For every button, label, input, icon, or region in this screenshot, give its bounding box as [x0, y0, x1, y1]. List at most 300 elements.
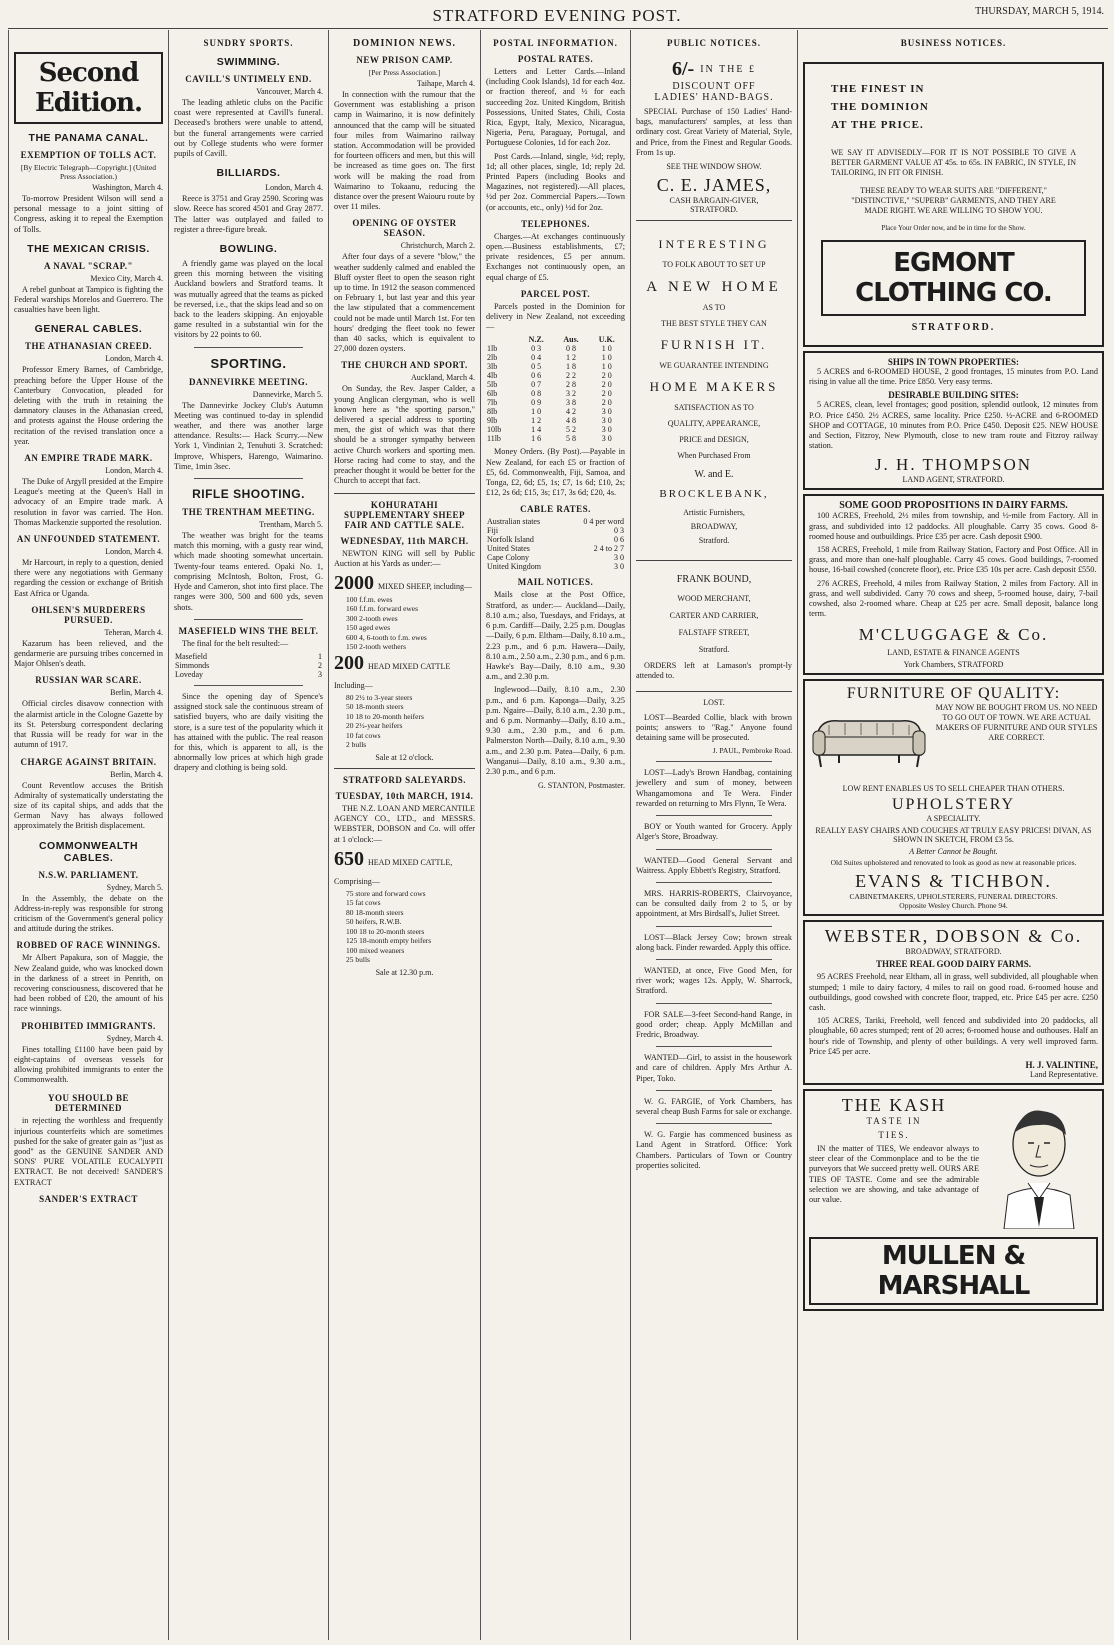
- table-row: [486, 517, 625, 526]
- dateline: London, March 4.: [265, 183, 323, 193]
- advert-frank-bound: [636, 561, 792, 692]
- article-text: The final for the belt resulted:—: [182, 638, 289, 648]
- advert-line: STRATFORD.: [911, 322, 996, 333]
- dateline: Sydney, March 5.: [106, 882, 163, 892]
- advert-line: Stratford.: [698, 535, 730, 545]
- divider: [194, 619, 303, 620]
- notice-text: LOST—Bearded Collie, black with brown points; answers to "Rag." Anyone found detaining same will be prosecuted.: [636, 712, 792, 743]
- subhead: YOU SHOULD BE DETERMINED: [47, 1093, 129, 1114]
- advert-line: QUALITY, APPEARANCE,: [667, 419, 761, 429]
- list-item: 15 fat cows: [346, 898, 381, 908]
- table-cell: 1lb: [487, 344, 498, 354]
- advert-line: Stratford.: [698, 645, 730, 655]
- article-text: Kazarum has been relieved, and the gendarmerie are pursuing tribes concerned in Major Ohlsen's death.: [14, 638, 163, 669]
- table-cell: Masefield: [175, 651, 207, 661]
- advert-text: 276 ACRES, Freehold, 4 miles from Railway Station, 2 miles from Factory. All in grass, and well subdivided. Carry 70 cows and sheep, 5-roomed house, dairy, 7-bail cowshed, also 2-roomed whare. Cheap at £25 per acre. Small deposit, balance long term.: [809, 578, 1098, 619]
- table-cell: 0 5: [531, 362, 542, 372]
- divider: [194, 685, 303, 686]
- advert-text: 5 ACRES and 6-ROOMED HOUSE, 2 good frontages, 15 minutes from P.O. Land rising in value all the time. Price £850. Very easy terms.: [809, 367, 1098, 387]
- divider: [656, 1003, 772, 1004]
- table-row: [486, 389, 625, 398]
- table-row: [486, 407, 625, 416]
- section-heading: SWIMMING.: [216, 56, 281, 68]
- dateline: Auckland, March 4.: [411, 373, 475, 383]
- list-item: 150 2-tooth wethers: [346, 642, 406, 652]
- advert-line: TASTE IN: [866, 1116, 922, 1127]
- dateline: Berlin, March 4.: [110, 688, 163, 698]
- advert-line: SATISFACTION AS TO: [674, 403, 754, 413]
- advert-line: WOOD MERCHANT,: [677, 593, 751, 603]
- table-cell: United Kingdom: [487, 562, 541, 572]
- list-item: 75 store and forward cows: [346, 888, 426, 898]
- subhead: THE CHURCH AND SPORT.: [341, 360, 468, 371]
- table-cell: 0 6: [531, 371, 542, 381]
- subhead: AN UNFOUNDED STATEMENT.: [16, 534, 161, 545]
- gentleman-portrait-icon: [984, 1099, 1094, 1229]
- advert-text: 100 ACRES, Freehold, 2½ miles from township, and ½-mile from Factory. All in grass, and subdivided into 12 paddocks. All ploughable. Carry 35 cows. Good 8-roomed house and outbuildings. Price £35 per acre. Cash deposit £900.: [809, 511, 1098, 541]
- advert-line: UPHOLSTERY: [891, 796, 1016, 814]
- table-cell: 0 8: [566, 344, 577, 354]
- table-row: [174, 661, 323, 670]
- table-cell: 1 2: [566, 353, 577, 363]
- subhead: POSTAL RATES.: [517, 54, 594, 64]
- advert-line: Old Suites upholstered and renovated to look as good as new at reasonable prices.: [830, 858, 1077, 868]
- table-cell: 2 0: [601, 371, 612, 381]
- article-general-cables: [14, 323, 163, 831]
- table-row: [486, 544, 625, 553]
- advert-evans-tichbon: [803, 679, 1104, 916]
- table-cell: 0 9: [531, 398, 542, 408]
- table-cell: 3 0: [614, 562, 624, 572]
- divider: [194, 478, 303, 479]
- subhead: NEW PRISON CAMP.: [356, 55, 453, 65]
- advert-text: SPECIAL Purchase of 150 Ladies' Hand-bags, manufacturers' samples, at less than ordinary cost. Great Variety of Material, Style, and Price, from the Finest and Regular Goods. From 1s up.: [636, 107, 792, 157]
- table-cell: 3 0: [601, 434, 612, 444]
- advert-line: INTERESTING: [658, 237, 770, 252]
- dateline: London, March 4.: [105, 354, 163, 364]
- advert-text: THESE READY TO WEAR SUITS ARE "DIFFERENT," "DISTINCTIVE," "SUPERB" GARMENTS, AND THEY ARE MADE RIGHT. WE ARE WILLING TO SHOW YOU.: [851, 186, 1056, 215]
- table-cell: 5 2: [566, 425, 577, 435]
- headline: GENERAL CABLES.: [34, 323, 143, 336]
- divider: [656, 761, 772, 762]
- lot-count: 200: [334, 651, 364, 674]
- advert-heading: THREE REAL GOOD DAIRY FARMS.: [876, 959, 1031, 970]
- table-header-cell: Aus.: [563, 335, 579, 345]
- sale-time: Sale at 12.30 p.m.: [375, 967, 434, 977]
- table-cell: 1 8: [566, 362, 577, 372]
- table-cell: 3 0: [614, 553, 624, 563]
- advert-footer: SANDER'S EXTRACT: [39, 1193, 138, 1204]
- advert-line: BROADWAY,: [690, 521, 738, 531]
- article-text: Inglewood—Daily, 8.10 a.m., 2.30 p.m., and 6 p.m. Kaponga—Daily, 3.25 p.m. Ngaire—Daily, 8.10 a.m., 2.30 p.m., and 6 p.m. Normanby—Daily, 8.10 a.m., 9.30 a.m., 2.30 p.m., and 6 p.m. Palmerston North—Daily, 8.10 a.m., 9.30 a.m., and 2.30 p.m. Patea—Daily, 6 p.m. Wanganui—Daily, 8.10 a.m., 9.30 a.m., 2.30 p.m., and 6 p.m.: [486, 685, 625, 776]
- table-row: [486, 353, 625, 362]
- article-text: A friendly game was played on the local green this morning between the visiting Auckland bowlers and Stratford teams. It was mutually agreed that the teams as picked be reversed, i.e., that the skips lead and so on back to the leaders skipping. An enjoyable game resulted in a substantial win for the visitors by 22 points to 60.: [174, 259, 323, 340]
- notice-text: MRS. HARRIS-ROBERTS, Clairvoyance, can be consulted daily from 2 to 5, or by appointment, at Mrs Birdsall's, Juliet Street.: [636, 888, 792, 919]
- table-row: [486, 371, 625, 380]
- table-header-cell: N.Z.: [528, 335, 544, 345]
- column-general-news: [8, 30, 168, 1640]
- list-item: 80 2½ to 3-year steers: [346, 692, 413, 702]
- table-row: [174, 670, 323, 679]
- table-row: [486, 380, 625, 389]
- table-cell: 0 8: [531, 389, 542, 399]
- notice-text: WANTED—Girl, to assist in the housework and care of children. Apply Mrs Arthur A. Piper, Toko.: [636, 1053, 792, 1083]
- advert-line: W. and E.: [694, 469, 734, 481]
- advert-thompson-properties: [803, 351, 1104, 490]
- table-cell: 2 2: [566, 371, 577, 381]
- article-text: Count Reventlow accuses the British Admiralty of systematically understating the size of its capital ships, and adds that the German Navy has always followed approximately the British displacement.: [14, 780, 163, 831]
- table-cell: 5 8: [566, 434, 577, 444]
- advertiser-name: FRANK BOUND,: [676, 573, 752, 585]
- article-text: Fines totalling £1100 have been paid by eight-captains of overseas vessels for allowing prohibited immigrants to enter the Commonwealth.: [14, 1044, 163, 1085]
- advert-heading: THE KASH: [841, 1095, 947, 1116]
- column-heading: POSTAL INFORMATION.: [493, 38, 618, 48]
- advert-handbags: [636, 52, 792, 221]
- article-text: The Dannevirke Jockey Club's Autumn Meeting was continued to-day in splendid weather, and there was another large attendance. Results:— Hack Scurry.—New York 1, Vindinian 2, Tenuhuti 3. Scratched: Improve, Whispers, Harengo, Waimarino. Time, 1min 3sec.: [174, 400, 323, 471]
- advert-line: Opposite Wesley Church. Phone 94.: [899, 901, 1008, 911]
- divider: [656, 1090, 772, 1091]
- table-cell: 0 6: [614, 535, 624, 545]
- notice-text: WANTED, at once, Five Good Men, for river work; wages 12s. Apply, W. Sharrock, Stratford.: [636, 965, 792, 996]
- article-text: Parcels posted in the Dominion for delivery in New Zealand, not exceeding—: [486, 301, 625, 332]
- table-cell: 10lb: [487, 425, 502, 435]
- article-text: Professor Emery Barnes, of Cambridge, preaching before the Upper House of the Canterbury Convocation, pleaded for deleting with the truth in retaining the damnatory clauses in the Athanasian creed, and protests against the House ordering the recitation of the revised translation once a year.: [14, 365, 163, 446]
- divan-sketch-icon: [809, 707, 929, 777]
- sale-lot: [334, 848, 475, 889]
- advert-line: LADIES' HAND-BAGS.: [654, 92, 774, 103]
- divider: [656, 1046, 772, 1047]
- dateline: Christchurch, March 2.: [400, 241, 475, 251]
- list-item: 300 2-tooth ewes: [346, 613, 398, 623]
- advert-heading: FURNITURE OF QUALITY:: [846, 685, 1061, 703]
- article-text: The weather was bright for the teams match this morning, with a gusty rear wind, which made shooting somewhat uncertain. Twenty-four teams entered. Opaki No. 1, comprising McIntosh, Bolton, Frost, G. Hyde and Cameron, shot into first place. The ranges were 300, 500 and 600 yds, seven shots.: [174, 531, 323, 612]
- article-text: The Duke of Argyll presided at the Empire League's meeting at the Queen's Hall in advocacy of an Empire trade mark. A resolution in favor was carried. The Hon. Thomas Mackenzie supported the resolution.: [14, 477, 163, 527]
- advert-line: A NEW HOME: [646, 279, 782, 296]
- notice-text: W. G. Fargie has commenced business as Land Agent in Stratford. Office: York Chambers. Particulars of Town or Country properties solicited.: [636, 1130, 792, 1170]
- list-item: 100 mixed weaners: [346, 945, 405, 955]
- advertiser-name: EGMONT CLOTHING CO.: [821, 240, 1086, 316]
- dateline: Taihape, March 4.: [416, 79, 475, 88]
- table-cell: 2: [318, 660, 322, 670]
- advert-line: Place Your Order now, and be in time for the Show.: [881, 224, 1026, 232]
- notice-text: LOST—Black Jersey Cow; brown streak along back. Finder rewarded. Apply this office.: [636, 932, 792, 952]
- lot-list: [334, 889, 475, 965]
- list-item: 100 f.f.m. ewes: [346, 594, 393, 604]
- list-item: 10 fat cows: [346, 730, 381, 740]
- article-text: A rebel gunboat at Tampico is fighting the Federal warships Morelos and Guerrero. The casualties have been light.: [14, 284, 163, 315]
- divider: [656, 815, 772, 816]
- table-cell: 0 3: [531, 344, 542, 354]
- advert-text: 95 ACRES Freehold, near Eltham, all in grass, well subdivided, all ploughable when stumped; 1 mile to dairy factory, 4 miles to rail on good road. 6-roomed house and outbuildings, good cowshed with concrete floor, trapped, etc. Price £45 per acre. £250 cash.: [809, 972, 1098, 1013]
- table-row: [486, 434, 625, 443]
- subhead: PROHIBITED IMMIGRANTS.: [21, 1020, 156, 1031]
- article-text: Letters and Letter Cards.—Inland (including Cook Islands), 1d for each 4oz. or fraction thereof, and ½ for each succeeding 2oz. United Kingdom, British Possessions, United States, Chili, Costa Rica, Egypt, Italy, Mexico, Nicaragua, Nigeria, Peru, Paraguay, Portugal, and Portuguese Colonies, 1d for each 2oz.: [486, 67, 625, 148]
- headline: COMMONWEALTH CABLES.: [38, 839, 139, 864]
- sale-heading: KOHURATAHI SUPPLEMENTARY SHEEP FAIR AND CATTLE SALE.: [344, 499, 465, 530]
- article-mexican-crisis: [14, 243, 163, 316]
- article-text: Post Cards.—Inland, single, ½d; reply, 1d; all other places, single, 1d; reply 2d. Printed Papers (including Books and Magazines, not registered).—All places, ½d per 2oz. Commercial Papers.—Town (or accounts, etc., only) ½d for 2oz.: [486, 151, 625, 212]
- table-cell: Cape Colony: [487, 553, 529, 563]
- advertiser-name: WEBSTER, DOBSON & Co.: [824, 926, 1083, 947]
- advert-line: Artistic Furnishers,: [683, 507, 745, 517]
- advert-line: TO FOLK ABOUT TO SET UP: [662, 260, 766, 270]
- table-cell: 3 0: [601, 416, 612, 426]
- parcel-rates-table: [486, 335, 625, 443]
- advert-line: LOW RENT ENABLES US TO SELL CHEAPER THAN OTHERS.: [842, 784, 1065, 794]
- divider: [334, 768, 475, 769]
- list-item: 600 4, 6-tooth to f.m. ewes: [346, 632, 427, 642]
- table-header-cell: [486, 335, 519, 344]
- sale-text: NEWTON KING will sell by Public Auction at his Yards as under:—: [334, 548, 475, 568]
- table-row: [174, 652, 323, 661]
- advert-text: MAY NOW BE BOUGHT FROM US. NO NEED TO GO OUT OF TOWN. WE ARE ACTUAL MAKERS OF FURNITURE AND OUR STYLES ARE CORRECT.: [935, 703, 1098, 743]
- table-cell: 1: [318, 651, 322, 661]
- sale-date: WEDNESDAY, 11th MARCH.: [340, 535, 469, 546]
- column-public-notices: [630, 30, 797, 1640]
- advertiser-name: C. E. JAMES,: [656, 175, 772, 196]
- signature: Land Representative.: [1030, 1070, 1098, 1080]
- advert-mullen-marshall: [803, 1089, 1104, 1311]
- column-heading: DOMINION NEWS.: [353, 38, 456, 49]
- lot-count: 2000: [334, 571, 374, 594]
- advert-mcluggage-dairy: [803, 494, 1104, 675]
- advert-egmont-clothing: [803, 62, 1104, 347]
- advert-line: BROADWAY, STRATFORD.: [905, 947, 1002, 957]
- table-cell: 7lb: [487, 398, 498, 408]
- subhead: OHLSEN'S MURDERERS PURSUED.: [31, 604, 146, 625]
- table-cell: 1 2: [531, 416, 542, 426]
- table-row: [486, 362, 625, 371]
- article-text: The leading athletic clubs on the Pacific coast were represented at Cavill's funeral. Deceased's brothers were unable to attend, but the funeral arrangements were carried out by College students who were former pupils of Cavill.: [174, 98, 323, 159]
- advert-line: THE BEST STYLE THEY CAN: [661, 318, 767, 328]
- table-cell: 3 0: [601, 425, 612, 435]
- column-heading: PUBLIC NOTICES.: [666, 38, 762, 48]
- table-cell: United States: [487, 544, 530, 554]
- dateline: London, March 4.: [105, 547, 163, 557]
- table-cell: 2lb: [487, 353, 498, 363]
- table-row: [486, 553, 625, 562]
- advert-line: AT THE PRICE.: [831, 119, 924, 131]
- table-cell: Simmonds: [175, 660, 210, 670]
- lot-list: [334, 595, 475, 652]
- table-cell: 0 4: [531, 353, 542, 363]
- notice-text: W. G. FARGIE, of York Chambers, has several cheap Bush Farms for sale or exchange.: [636, 1096, 792, 1116]
- table-cell: 2 0: [601, 389, 612, 399]
- subhead: OPENING OF OYSTER SEASON.: [352, 218, 457, 239]
- table-cell: 11lb: [487, 434, 501, 444]
- table-cell: 8lb: [487, 407, 498, 417]
- advert-line: THE FINEST IN: [831, 83, 925, 95]
- article-text: To-morrow President Wilson will send a personal message to a joint sitting of Congress, asking it to repeal the Exemption of Tolls.: [14, 194, 163, 234]
- table-cell: Fiji: [487, 526, 499, 536]
- lot-label: HEAD MIXED CATTLE Including—: [334, 661, 451, 690]
- table-cell: 3: [318, 669, 322, 679]
- list-item: 100 18 to 20-month steers: [346, 926, 425, 936]
- advert-text: IN the matter of TIES, We endeavor always to steer clear of the Commonplace and to be the tie purveyors that We succeed pretty well. OURS ARE TIES OF TASTE. Come and see the admirable selection we are showing, and take advantage of our value.: [809, 1144, 979, 1205]
- table-cell: 2 8: [566, 380, 577, 390]
- table-cell: 4 2: [566, 407, 577, 417]
- lot-label: HEAD MIXED CATTLE, Comprising—: [334, 857, 453, 886]
- table-row: [486, 344, 625, 353]
- masthead-rule: [8, 28, 1108, 29]
- advert-line: TIES.: [878, 1130, 910, 1141]
- advert-heading: DESIRABLE BUILDING SITES:: [888, 390, 1019, 401]
- lot-label: MIXED SHEEP, including—: [378, 581, 472, 591]
- advert-text: 158 ACRES, Freehold, 1 mile from Railway Station, Factory and Post Office. All in grass, and more than one-half ploughable. Carry 45 cows. Good buildings, 7-roomed house, 16-bail cowshed (concrete floor), etc. Price £35 10s per acre. Cash deposit £550.: [809, 545, 1098, 575]
- subhead: MASEFIELD WINS THE BELT.: [178, 625, 319, 636]
- article-text: Reece is 3751 and Gray 2590. Scoring was slow. Reece has scored 4501 and Gray 2877. The latter was outplayed and failed to register a three-figure break.: [174, 194, 323, 234]
- advert-line: CARTER AND CARRIER,: [669, 610, 759, 620]
- dateline: Mexico City, March 4.: [90, 273, 163, 283]
- column-dominion-news: [328, 30, 480, 1640]
- headline: THE MEXICAN CRISIS.: [27, 242, 150, 255]
- results-table: [174, 652, 323, 679]
- advert-heading: SOME GOOD PROPOSITIONS IN DAIRY FARMS.: [839, 500, 1068, 512]
- subhead: THE ATHANASIAN CREED.: [24, 341, 153, 352]
- subhead: DANNEVIRKE MEETING.: [188, 376, 308, 387]
- issue-date: THURSDAY, MARCH 5, 1914.: [975, 6, 1104, 17]
- cable-rates-table: [486, 517, 625, 571]
- section-heading: BOWLING.: [219, 243, 278, 256]
- table-cell: 3 8: [566, 398, 577, 408]
- advert-text: 5 ACRES, clean, level frontages; good position, splendid outlook, 12 minutes from P.O. Price £450. 2½ ACRES, same locality. Price £250. ½-ACRE and 6-ROOMED SHOP and COTTAGE, 10 minutes from P.O. Price £450. Deposit £25. NEW HOUSE and Section, Fitzroy, New Plymouth, close to new tram route and Fitzroy railway station.: [809, 400, 1098, 451]
- advert-line: When Purchased From: [677, 451, 751, 461]
- column-postal-information: [480, 30, 630, 1640]
- advert-text: WE SAY IT ADVISEDLY—FOR IT IS NOT POSSIBLE TO GIVE A BETTER GARMENT VALUE AT 45s. to 65s. IN FABRIC, IN STYLE, IN TAILORING, IN FIT OR FINISH.: [831, 148, 1076, 177]
- table-cell: 1 0: [601, 362, 612, 372]
- divider: [334, 493, 475, 494]
- table-row: [486, 526, 625, 535]
- table-cell: 1 0: [531, 407, 542, 417]
- advertiser-name: J. H. THOMPSON: [874, 455, 1033, 475]
- dateline: Berlin, March 4.: [110, 769, 163, 779]
- advert-line: PRICE and DESIGN,: [679, 435, 749, 445]
- table-header-cell: U.K.: [598, 335, 615, 345]
- list-item: 150 aged ewes: [346, 623, 391, 633]
- lot-count: 650: [334, 847, 364, 870]
- advertiser-name: MULLEN & MARSHALL: [809, 1237, 1098, 1305]
- advert-line: REALLY EASY CHAIRS AND COUCHES AT TRULY EASY PRICES! DIVAN, AS SHOWN IN SKETCH, FROM £3 5s.: [815, 826, 1092, 845]
- article-text: Charges.—At exchanges continuously open.—Business establishments, £7; private residences, £5 per annum. Exchanges not continuously open, an equal charge of £5.: [486, 231, 625, 282]
- table-cell: Loveday: [175, 669, 203, 679]
- section-heading: SPORTING.: [210, 355, 287, 371]
- table-cell: 3 0: [601, 407, 612, 417]
- discount-line: [636, 58, 792, 81]
- article-panama: [14, 132, 163, 235]
- table-row: [486, 562, 625, 571]
- section-heading: RIFLE SHOOTING.: [192, 487, 305, 502]
- article-text: On Sunday, the Rev. Jasper Calder, a young Anglican clergyman, who is well known here as "the sporting parson," delivered a special address to sporting men, the gist of which was that there should be a stronger sympathy between active Church workers and sporting men. Horse racing had come to stay, and the preacher thought it would be better for the Church to accept that fact.: [334, 384, 475, 486]
- article-text: Since the opening day of Spence's assigned stock sale the continuous stream of satisfied buyers, who are daily visiting the store, is a sure test of the popularity which it has attained with the public. The real reason for this, which is apparent to all, is the abnormally low prices at which high grade drapery and clothing is being sold.: [174, 691, 323, 773]
- table-row: [486, 398, 625, 407]
- notice-heading: LOST.: [703, 697, 725, 707]
- divider: [194, 347, 303, 348]
- divider: [656, 882, 772, 883]
- advertiser-name: BROCKLEBANK,: [659, 487, 769, 500]
- dateline: London, March 4.: [105, 466, 163, 476]
- article-commonwealth-cables: [14, 840, 163, 1086]
- advert-line: THE DOMINION: [831, 101, 929, 113]
- advert-line: A SPECIALITY.: [926, 814, 981, 824]
- dateline: Sydney, March 4.: [106, 1033, 163, 1043]
- signature: G. STANTON, Postmaster.: [538, 781, 625, 791]
- advert-text: ORDERS left at Lamason's prompt-ly attended to.: [636, 661, 792, 681]
- advert-heading: SHIPS IN TOWN PROPERTIES:: [887, 357, 1020, 367]
- second-edition-banner: Second Edition.: [14, 52, 163, 124]
- advert-brocklebank: [636, 221, 792, 561]
- byline: [Per Press Association.]: [368, 68, 441, 77]
- divider: [656, 1123, 772, 1124]
- table-cell: 1 0: [601, 344, 612, 354]
- advert-line: FALSTAFF STREET,: [678, 627, 750, 637]
- dateline: Washington, March 4.: [92, 183, 163, 192]
- table-cell: 5lb: [487, 380, 498, 390]
- sale-time: Sale at 12 o'clock.: [375, 752, 434, 762]
- list-item: 125 18-month empty heifers: [346, 936, 432, 946]
- table-cell: 0 3: [614, 526, 624, 536]
- table-cell: Norfolk Island: [487, 535, 534, 545]
- section-heading: BILLIARDS.: [216, 167, 281, 180]
- advert-line: A Better Cannot be Bought.: [909, 847, 998, 857]
- table-cell: 2 4 to 2 7: [593, 544, 624, 554]
- column-business-notices: [797, 30, 1109, 1640]
- divider: [656, 959, 772, 960]
- sale-heading: STRATFORD SALEYARDS.: [342, 774, 467, 785]
- table-cell: 3lb: [487, 362, 498, 372]
- advert-line: SEE THE WINDOW SHOW.: [666, 162, 762, 172]
- subhead: AN EMPIRE TRADE MARK.: [24, 453, 153, 464]
- list-item: 2 bulls: [346, 740, 367, 750]
- list-item: 50 heifers, R.W.B.: [346, 917, 402, 927]
- list-item: 25 bulls: [346, 955, 370, 965]
- table-cell: 6lb: [487, 389, 498, 399]
- subhead: ROBBED OF RACE WINNINGS.: [16, 940, 161, 951]
- list-item: 80 18-month steers: [346, 907, 404, 917]
- subhead: RUSSIAN WAR SCARE.: [35, 675, 142, 686]
- article-text: In connection with the rumour that the Government was establishing a prison camp in Waimarino, it is now definitely announced that the camp will be situated four miles from Waimarino railway station. Accommodation will be provided for fourteen officers and men, but this will be increased as time goes on. The first work will be making the road from Waimarino to Tokaanu, reducing the distance over the present Waiouru route by over 11 miles.: [334, 90, 475, 212]
- sale-text: THE N.Z. LOAN AND MERCANTILE AGENCY CO., LTD., and MESSRS. WEBSTER, DOBSON and Co. will offer at 1 o'clock:—: [334, 803, 475, 844]
- advert-line: AS TO: [702, 302, 726, 312]
- subhead: THE TRENTHAM MEETING.: [182, 507, 315, 518]
- dateline: Dannevirke, March 5.: [252, 389, 323, 399]
- advertiser-name: EVANS & TICHBON.: [855, 871, 1052, 892]
- lot-list: [334, 693, 475, 750]
- subhead: MAIL NOTICES.: [517, 577, 594, 588]
- advert-line: HOME MAKERS: [649, 379, 779, 395]
- subhead: N.S.W. PARLIAMENT.: [38, 869, 139, 880]
- table-cell: 4 8: [566, 416, 577, 426]
- table-cell: 0 4 per word: [583, 517, 624, 527]
- column-heading: BUSINESS NOTICES.: [900, 38, 1007, 48]
- discount-amount: 6/-: [671, 58, 695, 80]
- notice-text: BOY or Youth wanted for Grocery. Apply Alger's Store, Broadway.: [636, 822, 792, 842]
- advert-line: FURNISH IT.: [660, 336, 768, 352]
- table-cell: 9lb: [487, 416, 498, 426]
- advert-line: York Chambers, STRATFORD: [903, 660, 1004, 670]
- dateline: Trentham, March 5.: [259, 520, 323, 530]
- advert-line: LAND, ESTATE & FINANCE AGENTS: [887, 648, 1020, 658]
- divider: [656, 926, 772, 927]
- article-text: Money Orders. (By Post).—Payable in New Zealand, for each £5 or fraction of £5, 6d. Commonwealth, Fiji, Samoa, and Tonga, £2, 6d; £5, 1s; £7, 1s 6d; £10, 2s; £12, 2s 6d; £15, 3s; £17, 3s 6d; £20, 4s.: [486, 447, 625, 498]
- list-item: 160 f.f.m. forward ewes: [346, 604, 419, 614]
- notice-text: LOST—Lady's Brown Handbag, containing jewellery and sum of money, between Whangamomona and Te Wera. Finder rewarded on returning to Mrs Flynn, Te Wera.: [636, 768, 792, 808]
- sale-date: TUESDAY, 10th MARCH, 1914.: [335, 790, 474, 801]
- article-text: Mails close at the Post Office, Stratford, as under:— Auckland—Daily, 8.10 a.m.; also, Tuesdays, and Fridays, at 6 p.m. Cardiff—Daily, 2.25 p.m. Douglas—Daily, 6 p.m. Eltham—Daily, 8.10 a.m., 2.23 p.m., and 6 p.m. Hawera—Daily, 8.10 a.m., 2.50 a.m., 2.30 p.m., and 6 p.m. Hawke's Bay—Daily, 8.10 a.m., 9.30 a.m., and 2.30 p.m.: [486, 590, 625, 682]
- dateline: Vancouver, March 4.: [256, 87, 323, 96]
- advert-line: CABINETMAKERS, UPHOLSTERERS, FUNERAL DIRECTORS.: [849, 892, 1058, 902]
- notice-text: WANTED—Good General Servant and Waitress. Apply Ebbett's Registry, Stratford.: [636, 855, 792, 875]
- sale-lot: [334, 572, 475, 595]
